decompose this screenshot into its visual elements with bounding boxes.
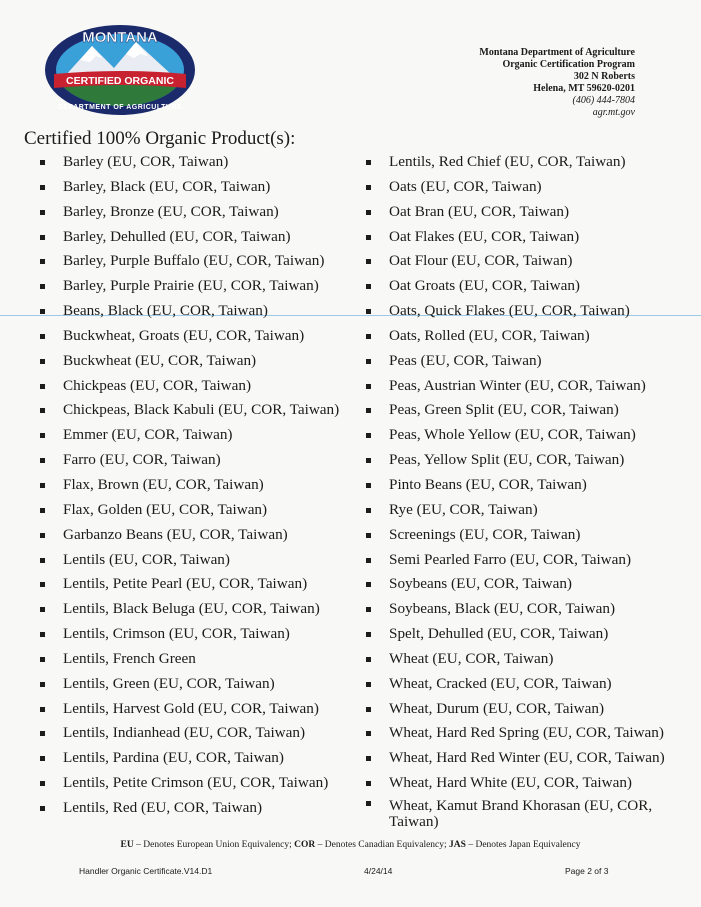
- product-list-item: [366, 423, 666, 448]
- montana-certified-organic-logo: [44, 24, 196, 116]
- product-name: Soybeans (EU, COR, Taiwan): [389, 575, 572, 593]
- product-list-item: [40, 672, 360, 697]
- footnote-eu-abbr: EU: [120, 840, 134, 850]
- product-name: Oats, Quick Flakes (EU, COR, Taiwan): [389, 302, 630, 320]
- product-name: Barley, Purple Buffalo (EU, COR, Taiwan): [63, 252, 325, 270]
- product-list-item: [40, 473, 360, 498]
- product-list-item: [40, 274, 360, 299]
- product-list-item: [366, 548, 666, 573]
- bullet-icon: [40, 284, 45, 289]
- product-name: Peas, Green Split (EU, COR, Taiwan): [389, 401, 619, 419]
- product-list-item: [40, 572, 360, 597]
- bullet-icon: [366, 334, 371, 339]
- product-list-item: [366, 324, 666, 349]
- product-list-item: [40, 249, 360, 274]
- address-org: Montana Department of Agriculture: [479, 47, 635, 58]
- footer-page-number: Page 2 of 3: [565, 866, 609, 876]
- product-name: Beans, Black (EU, COR, Taiwan): [63, 302, 268, 320]
- bullet-icon: [366, 657, 371, 662]
- bullet-icon: [40, 558, 45, 563]
- bullet-icon: [366, 607, 371, 612]
- product-name: Garbanzo Beans (EU, COR, Taiwan): [63, 525, 288, 543]
- product-name: Wheat, Hard Red Spring (EU, COR, Taiwan): [389, 724, 664, 742]
- bullet-icon: [366, 756, 371, 761]
- product-list-item: [40, 225, 360, 250]
- product-name: Peas, Whole Yellow (EU, COR, Taiwan): [389, 426, 636, 444]
- product-list-item: [40, 548, 360, 573]
- bullet-icon: [40, 731, 45, 736]
- logo-middle-text: CERTIFIED ORGANIC: [66, 75, 174, 87]
- footnote-jas-abbr: JAS: [449, 840, 466, 850]
- product-name: Buckwheat (EU, COR, Taiwan): [63, 351, 257, 369]
- product-name: Lentils, Red Chief (EU, COR, Taiwan): [389, 153, 626, 170]
- product-list-item: [40, 498, 360, 523]
- product-list-item: [366, 374, 666, 399]
- product-name: Lentils, Pardina (EU, COR, Taiwan): [63, 749, 284, 767]
- bullet-icon: [366, 433, 371, 438]
- product-name: Wheat, Hard White (EU, COR, Taiwan): [389, 774, 632, 792]
- product-list-item: [40, 374, 360, 399]
- product-name: Peas, Austrian Winter (EU, COR, Taiwan): [389, 376, 646, 394]
- product-name: Oat Groats (EU, COR, Taiwan): [389, 277, 580, 295]
- product-name: Lentils, Petite Crimson (EU, COR, Taiwan): [63, 774, 329, 792]
- product-name: Spelt, Dehulled (EU, COR, Taiwan): [389, 625, 609, 643]
- product-name: Barley, Black (EU, COR, Taiwan): [63, 177, 271, 195]
- product-list-item: [40, 622, 360, 647]
- address-phone: (406) 444-7804: [572, 95, 635, 106]
- product-name: Lentils, French Green: [63, 649, 196, 667]
- products-list-right: [366, 150, 666, 832]
- bullet-icon: [40, 210, 45, 215]
- product-name: Soybeans, Black (EU, COR, Taiwan): [389, 600, 616, 618]
- bullet-icon: [40, 781, 45, 786]
- bullet-icon: [366, 235, 371, 240]
- bullet-icon: [40, 806, 45, 811]
- product-list-item: [366, 150, 666, 175]
- bullet-icon: [366, 682, 371, 687]
- bullet-icon: [40, 408, 45, 413]
- product-name: Peas, Yellow Split (EU, COR, Taiwan): [389, 451, 625, 469]
- bullet-icon: [40, 458, 45, 463]
- product-list-item: [366, 200, 666, 225]
- product-name: Wheat, Hard Red Winter (EU, COR, Taiwan): [389, 749, 665, 767]
- product-name: Flax, Golden (EU, COR, Taiwan): [63, 500, 268, 518]
- product-list-item: [40, 721, 360, 746]
- bullet-icon: [366, 384, 371, 389]
- product-list-item: [40, 150, 360, 175]
- product-list-item: [366, 225, 666, 250]
- product-name: Peas (EU, COR, Taiwan): [389, 351, 542, 369]
- product-name: Lentils, Black Beluga (EU, COR, Taiwan): [63, 600, 320, 618]
- product-list-item: [366, 498, 666, 523]
- bullet-icon: [40, 359, 45, 364]
- bullet-icon: [40, 508, 45, 513]
- product-name: Wheat, Durum (EU, COR, Taiwan): [389, 699, 605, 717]
- bullet-icon: [40, 334, 45, 339]
- bullet-icon: [40, 582, 45, 587]
- bullet-icon: [366, 359, 371, 364]
- bullet-icon: [366, 533, 371, 538]
- equivalency-footnote: [0, 840, 701, 850]
- product-list-item: [40, 647, 360, 672]
- footnote-cor-abbr: COR: [294, 840, 316, 850]
- product-list-item: [366, 622, 666, 647]
- product-name: Chickpeas (EU, COR, Taiwan): [63, 376, 252, 394]
- product-name: Pinto Beans (EU, COR, Taiwan): [389, 475, 587, 493]
- product-list-item: [366, 771, 666, 796]
- product-name: Wheat, Kamut Brand Khorasan (EU, COR, Taiwan): [389, 796, 653, 830]
- bullet-icon: [40, 657, 45, 662]
- product-list-item: [366, 572, 666, 597]
- bullet-icon: [366, 508, 371, 513]
- bullet-icon: [40, 533, 45, 538]
- products-heading: Certified 100% Organic Product(s):: [24, 128, 296, 149]
- bullet-icon: [40, 632, 45, 637]
- bullet-icon: [40, 433, 45, 438]
- product-list-item: [366, 299, 666, 324]
- product-name: Oat Flour (EU, COR, Taiwan): [389, 252, 573, 270]
- bullet-icon: [40, 384, 45, 389]
- products-list-left: [40, 150, 360, 821]
- bullet-icon: [366, 408, 371, 413]
- address-web: agr.mt.gov: [592, 107, 635, 118]
- product-list-item: [366, 473, 666, 498]
- product-name: Wheat, Cracked (EU, COR, Taiwan): [389, 674, 612, 692]
- address-program: Organic Certification Program: [502, 59, 635, 70]
- product-list-item: [40, 200, 360, 225]
- product-name: Barley (EU, COR, Taiwan): [63, 153, 229, 170]
- product-list-item: [366, 274, 666, 299]
- bullet-icon: [40, 607, 45, 612]
- product-list-item: [366, 697, 666, 722]
- address-street: 302 N Roberts: [573, 71, 635, 82]
- bullet-icon: [40, 160, 45, 165]
- product-list-item: [40, 324, 360, 349]
- product-list-item: [40, 796, 360, 821]
- product-name: Lentils, Red (EU, COR, Taiwan): [63, 798, 263, 816]
- product-name: Chickpeas, Black Kabuli (EU, COR, Taiwan): [63, 401, 340, 419]
- product-list-item: [366, 721, 666, 746]
- footnote-eu-text: – Denotes European Union Equivalency;: [133, 840, 295, 850]
- product-list-item: [366, 647, 666, 672]
- bullet-icon: [366, 781, 371, 786]
- product-list-item: [366, 448, 666, 473]
- logo-top-text: MONTANA: [82, 29, 158, 46]
- product-list-item: [366, 349, 666, 374]
- bullet-icon: [366, 801, 371, 806]
- bullet-icon: [40, 259, 45, 264]
- department-address: [479, 47, 635, 119]
- product-list-item: [40, 299, 360, 324]
- bullet-icon: [366, 582, 371, 587]
- product-list-item: [40, 349, 360, 374]
- product-name: Barley, Purple Prairie (EU, COR, Taiwan): [63, 277, 319, 295]
- product-list-item: [40, 771, 360, 796]
- bullet-icon: [366, 458, 371, 463]
- product-name: Semi Pearled Farro (EU, COR, Taiwan): [389, 550, 632, 568]
- product-list-item: [40, 175, 360, 200]
- bullet-icon: [40, 707, 45, 712]
- footer-form-id: Handler Organic Certificate.V14.D1: [79, 866, 213, 876]
- bullet-icon: [366, 483, 371, 488]
- product-list-item: [40, 597, 360, 622]
- footnote-cor-text: – Denotes Canadian Equivalency;: [315, 840, 450, 850]
- product-name: Farro (EU, COR, Taiwan): [63, 451, 221, 469]
- bullet-icon: [366, 309, 371, 314]
- bullet-icon: [40, 682, 45, 687]
- product-name: Flax, Brown (EU, COR, Taiwan): [63, 475, 264, 493]
- product-list-item: [366, 249, 666, 274]
- product-name: Buckwheat, Groats (EU, COR, Taiwan): [63, 326, 305, 344]
- product-name: Lentils, Green (EU, COR, Taiwan): [63, 674, 275, 692]
- bullet-icon: [366, 160, 371, 165]
- product-name: Lentils, Crimson (EU, COR, Taiwan): [63, 625, 290, 643]
- product-list-item: [40, 423, 360, 448]
- product-list-item: [40, 697, 360, 722]
- product-list-item: [366, 175, 666, 200]
- product-list-item: [366, 672, 666, 697]
- footnote-jas-text: – Denotes Japan Equivalency: [465, 840, 581, 850]
- product-list-item: [40, 746, 360, 771]
- bullet-icon: [366, 210, 371, 215]
- bullet-icon: [40, 235, 45, 240]
- bullet-icon: [366, 259, 371, 264]
- product-name: Oats, Rolled (EU, COR, Taiwan): [389, 326, 590, 344]
- product-name: Wheat (EU, COR, Taiwan): [389, 649, 554, 667]
- product-name: Oats (EU, COR, Taiwan): [389, 177, 542, 195]
- product-name: Lentils, Petite Pearl (EU, COR, Taiwan): [63, 575, 308, 593]
- bullet-icon: [366, 731, 371, 736]
- product-list-item: [366, 746, 666, 771]
- product-list-item: [40, 448, 360, 473]
- product-list-item: [366, 398, 666, 423]
- product-list-item: [366, 523, 666, 548]
- product-name: Emmer (EU, COR, Taiwan): [63, 426, 233, 444]
- bullet-icon: [40, 309, 45, 314]
- product-name: Lentils (EU, COR, Taiwan): [63, 550, 230, 568]
- bullet-icon: [366, 707, 371, 712]
- bullet-icon: [366, 632, 371, 637]
- product-list-item: [40, 398, 360, 423]
- product-list-item: [40, 523, 360, 548]
- bullet-icon: [40, 756, 45, 761]
- bullet-icon: [366, 284, 371, 289]
- bullet-icon: [40, 185, 45, 190]
- product-name: Oat Bran (EU, COR, Taiwan): [389, 202, 570, 220]
- bullet-icon: [366, 185, 371, 190]
- product-name: Oat Flakes (EU, COR, Taiwan): [389, 227, 580, 245]
- product-name: Rye (EU, COR, Taiwan): [389, 500, 538, 518]
- product-name: Barley, Dehulled (EU, COR, Taiwan): [63, 227, 291, 245]
- product-name: Lentils, Indianhead (EU, COR, Taiwan): [63, 724, 306, 742]
- bullet-icon: [40, 483, 45, 488]
- product-list-item: [366, 796, 666, 832]
- product-name: Lentils, Harvest Gold (EU, COR, Taiwan): [63, 699, 319, 717]
- product-name: Screenings (EU, COR, Taiwan): [389, 525, 581, 543]
- footer-date: 4/24/14: [364, 866, 393, 876]
- bullet-icon: [366, 558, 371, 563]
- logo-bottom-text: DEPARTMENT OF AGRICULTURE: [57, 104, 183, 111]
- product-list-item: [366, 597, 666, 622]
- product-name: Barley, Bronze (EU, COR, Taiwan): [63, 202, 279, 220]
- address-city: Helena, MT 59620-0201: [533, 83, 635, 94]
